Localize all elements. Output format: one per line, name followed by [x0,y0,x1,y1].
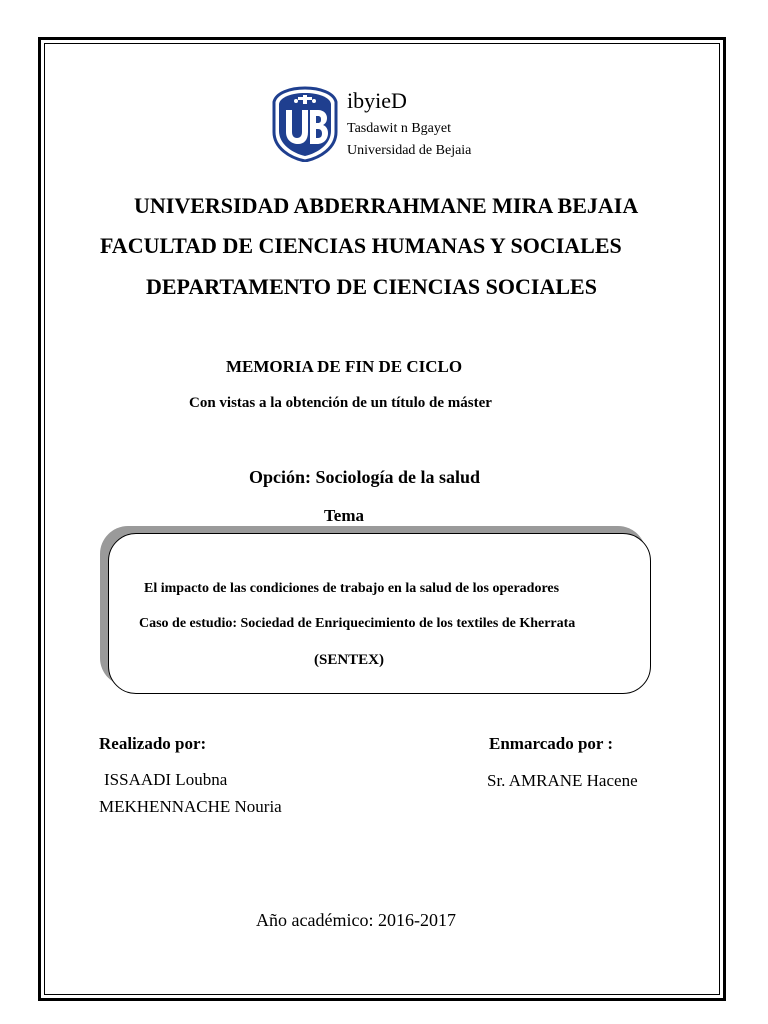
supervisor-label: Enmarcado por : [489,734,614,753]
author-name-1: ISSAADI Loubna [104,770,228,789]
academic-year: Año académico: 2016-2017 [256,910,456,930]
authors-label: Realizado por: [99,734,207,753]
topic-line-2: Caso de estudio: Sociedad de Enriquecimiento de los textiles de Kherrata [139,616,576,631]
tema-label: Tema [324,506,364,525]
memoir-title: MEMORIA DE FIN DE CICLO [226,357,463,376]
department-name: DEPARTAMENTO DE CIENCIAS SOCIALES [146,274,597,299]
university-logo-icon [272,86,338,162]
author-name-2: MEKHENNACHE Nouria [99,797,282,816]
topic-line-3: (SENTEX) [314,652,385,668]
memoir-subtitle: Con vistas a la obtención de un título de máster [189,395,492,411]
supervisor-name: Sr. AMRANE Hacene [487,771,638,790]
faculty-name: FACULTAD DE CIENCIAS HUMANAS Y SOCIALES [100,233,622,258]
topic-line-1: El impacto de las condiciones de trabajo en la salud de los operadores [144,581,560,596]
page-border-inner [44,43,720,995]
option-label: Opción: Sociología de la salud [249,467,481,487]
logo-line-spanish: Universidad de Bejaia [347,143,472,158]
topic-box [108,533,651,694]
university-name: UNIVERSIDAD ABDERRAHMANE MIRA BEJAIA [134,193,639,218]
logo-line-kabyle: Tasdawit n Bgayet [347,121,451,136]
logo-arabic-text: ibyieD [347,88,407,113]
